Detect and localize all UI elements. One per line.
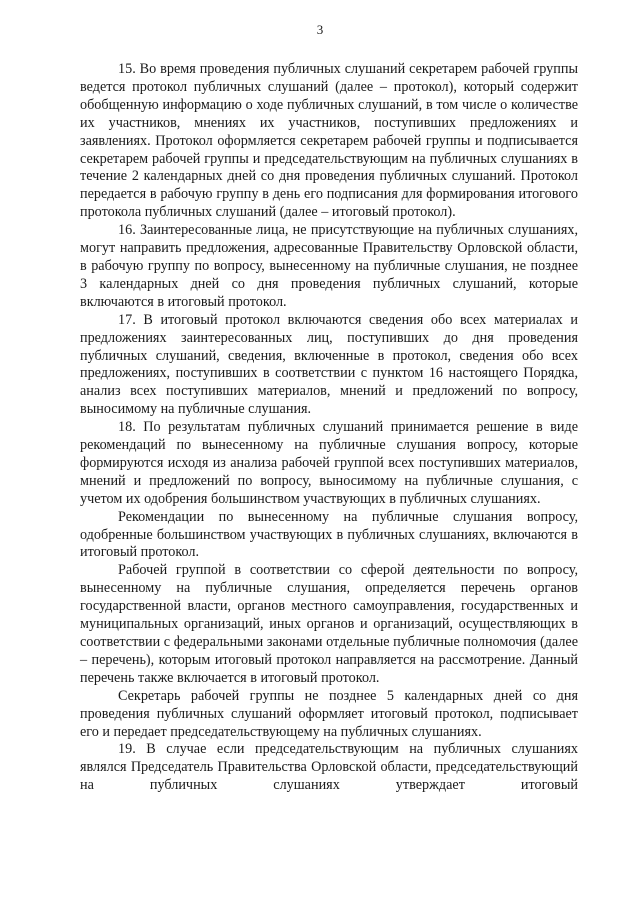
paragraph-16: 16. Заинтересованные лица, не присутствующие на публичных слушаниях, могут направить предложения, адресованные Правительству Орловской области, в рабочую группу по вопросу, вынесенному на публичные слушания, не позднее 3 календарных дней со дня проведения публичных слушаний, которые включаются в итоговый протокол. — [80, 222, 578, 310]
paragraph-18-secretary: Секретарь рабочей группы не позднее 5 календарных дней со дня проведения публичных слушаний оформляет итоговый протокол, подписывает его и передает председательствующему на публичных слушаниях. — [80, 687, 578, 740]
paragraph-18-recommendations: Рекомендации по вынесенному на публичные слушания вопросу, одобренные большинством участвующих в публичных слушаниях, включаются в итоговый протокол. — [80, 508, 578, 561]
paragraph-17: 17. В итоговый протокол включаются сведения обо всех материалах и предложениях заинтересованных лиц, поступивших до дня проведения публичных слушаний, сведения, включенные в протокол, сведения обо всех предложениях, поступивших в соответствии с пунктом 16 настоящего Порядка, анализ всех поступивших материалов, мнений и предложений по вопросу, выносимому на публичные слушания. — [80, 311, 578, 418]
paragraph-15: 15. Во время проведения публичных слушаний секретарем рабочей группы ведется протокол публичных слушаний (далее – протокол), который содержит обобщенную информацию о ходе публичных слушаний, в том числе о количестве их участников, мнениях их участников, поступивших предложениях и заявлениях. Протокол оформляется секретарем рабочей группы и подписывается секретарем рабочей группы и председательствующим на публичных слушаниях в течение 2 календарных дней со дня проведения публичных слушаний. Протокол передается в рабочую группу в день его подписания для формирования итогового протокола публичных слушаний (далее – итоговый протокол). — [80, 61, 578, 221]
paragraph-19: 19. В случае если председательствующим на публичных слушаниях являлся Председатель Правительства Орловской области, председательствующий на публичных слушаниях утверждает итоговый — [80, 741, 578, 794]
document-body — [80, 61, 578, 795]
page-number: 3 — [316, 22, 324, 37]
paragraph-18-list-of-bodies: Рабочей группой в соответствии со сферой деятельности по вопросу, вынесенному на публичные слушания, определяется перечень органов государственной власти, органов местного самоуправления, государственных и муниципальных организаций, иных органов и организаций, осуществляющих в соответствии с федеральными законами отдельные публичные полномочия (далее – перечень), которым итоговый протокол направляется на рассмотрение. Данный перечень также включается в итоговый протокол. — [80, 562, 578, 686]
paragraph-18: 18. По результатам публичных слушаний принимается решение в виде рекомендаций по вынесенному на публичные слушания вопросу, которые формируются исходя из анализа рабочей группой всех поступивших материалов, мнений и предложений по вопросу, выносимому на публичные слушания, с учетом их одобрения большинством участвующих в публичных слушаниях. — [80, 419, 578, 507]
